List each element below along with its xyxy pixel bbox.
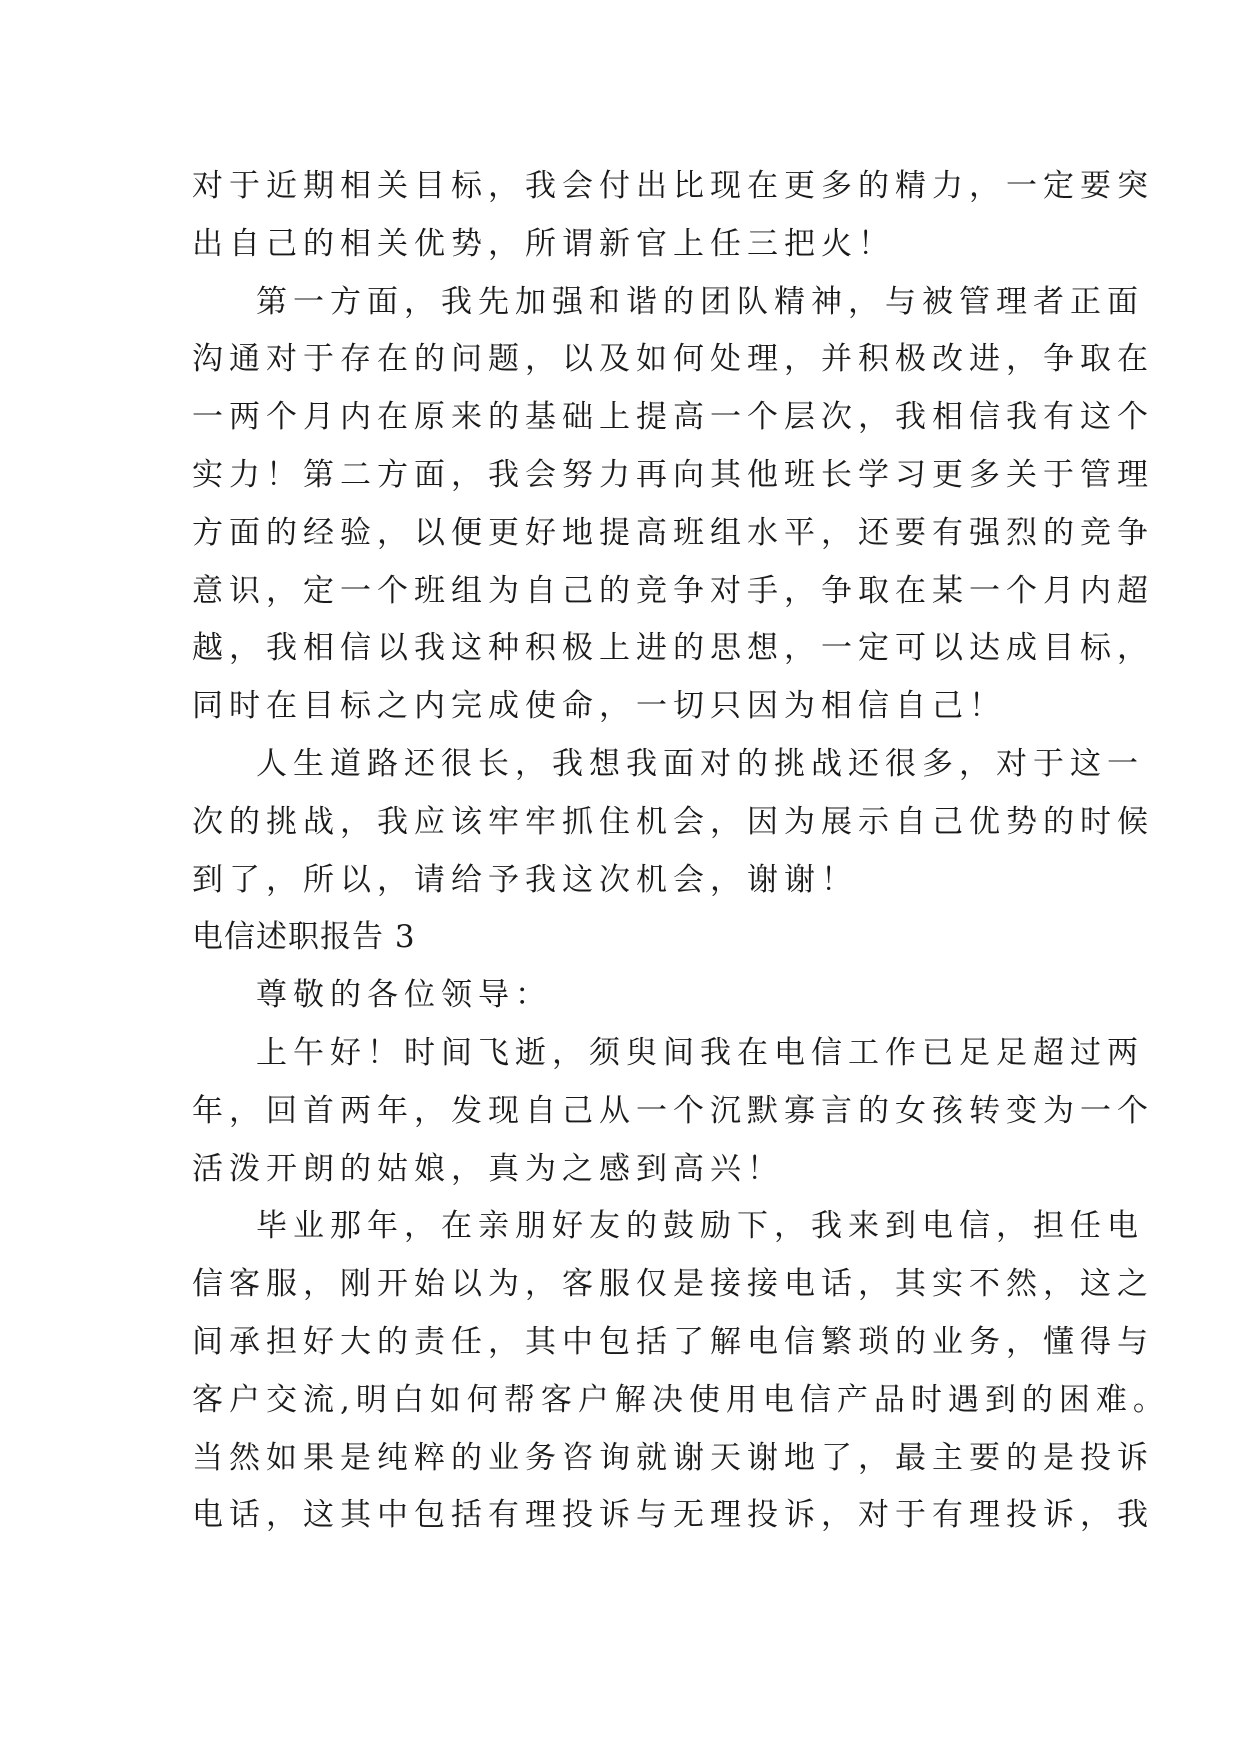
text-line: 年，回首两年，发现自己从一个沉默寡言的女孩转变为一个 [192, 1092, 1154, 1129]
paragraph-first-line: 上午好！时间飞逝，须臾间我在电信工作已足足超过两 [256, 1034, 1144, 1071]
text-line: 意识，定一个班组为自己的竞争对手，争取在某一个月内超 [192, 572, 1154, 609]
paragraph-first-line: 人生道路还很长，我想我面对的挑战还很多，对于这一 [256, 745, 1144, 782]
paragraph-first-line: 第一方面，我先加强和谐的团队精神，与被管理者正面 [256, 283, 1144, 320]
paragraph-first-line: 毕业那年，在亲朋好友的鼓励下，我来到电信，担任电 [256, 1208, 1144, 1245]
text-line: 沟通对于存在的问题，以及如何处理，并积极改进，争取在 [192, 341, 1154, 378]
text-line: 对于近期相关目标，我会付出比现在更多的精力，一定要突 [192, 168, 1154, 204]
text-line: 出自己的相关优势，所谓新官上任三把火！ [192, 225, 895, 262]
section-heading: 电信述职报告 3 [192, 919, 416, 956]
text-line: 越，我相信以我这种积极上进的思想，一定可以达成目标， [192, 630, 1154, 667]
text-line: 活泼开朗的姑娘，真为之感到高兴！ [192, 1150, 784, 1187]
text-line: 同时在目标之内完成使命，一切只因为相信自己！ [192, 688, 1006, 725]
text-line: 电话，这其中包括有理投诉与无理投诉，对于有理投诉，我 [192, 1497, 1154, 1534]
text-line: 到了，所以，请给予我这次机会，谢谢！ [192, 861, 858, 898]
text-line: 一两个月内在原来的基础上提高一个层次，我相信我有这个 [192, 399, 1154, 436]
text-line: 实力！第二方面，我会努力再向其他班长学习更多关于管理 [192, 456, 1154, 493]
text-line: 方面的经验，以便更好地提高班组水平，还要有强烈的竞争 [192, 514, 1154, 551]
text-line: 间承担好大的责任，其中包括了解电信繁琐的业务，懂得与 [192, 1323, 1154, 1360]
text-line: 信客服，刚开始以为，客服仅是接接电话，其实不然，这之 [192, 1266, 1154, 1303]
document-body [192, 158, 1170, 1545]
text-line: 次的挑战，我应该牢牢抓住机会，因为展示自己优势的时候 [192, 803, 1154, 840]
salutation: 尊敬的各位领导： [256, 977, 552, 1014]
text-line: 客户交流,明白如何帮客户解决使用电信产品时遇到的困难。 [192, 1381, 1170, 1418]
text-line: 当然如果是纯粹的业务咨询就谢天谢地了，最主要的是投诉 [192, 1439, 1154, 1476]
